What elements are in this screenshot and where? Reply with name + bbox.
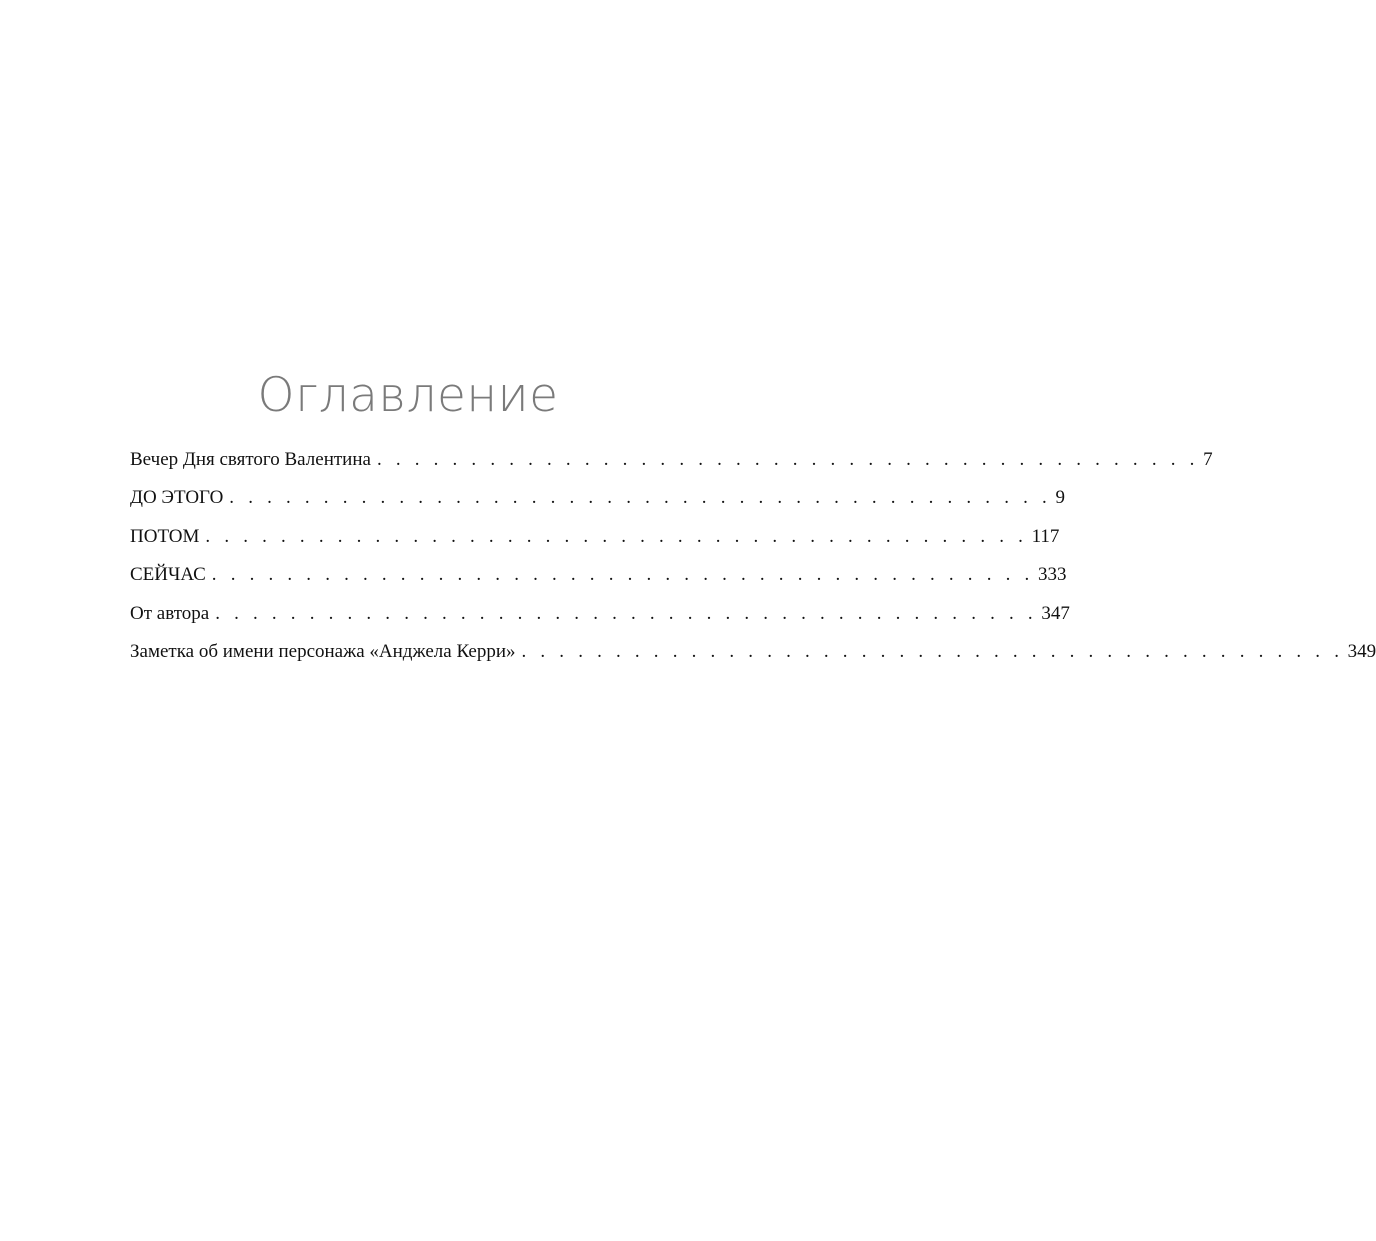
toc-entry-page: 117 [1031,525,1060,547]
dot-leader: . . . . . . . . . . . . . . . . . . . . . . . . . . . . . . . . . . . . . . . . . . . . [211,564,1034,586]
toc-entry-page: 9 [1055,487,1065,509]
toc-entry-title: ПОТОМ [130,525,200,547]
toc-entry-page: 347 [1041,602,1070,624]
dot-leader: . . . . . . . . . . . . . . . . . . . . . . . . . . . . . . . . . . . . . . . . . . . . [215,602,1038,624]
toc-entry-title: СЕЙЧАС [130,564,206,586]
toc-entry-title: Вечер Дня святого Валентина [130,449,371,470]
dot-leader: . . . . . . . . . . . . . . . . . . . . . . . . . . . . . . . . . . . . . . . . . . . . [376,449,1200,470]
toc-entry-page: 349 [1347,640,1376,662]
dot-leader: . . . . . . . . . . . . . . . . . . . . . . . . . . . . . . . . . . . . . . . . . . . . [205,525,1028,547]
toc-entry[interactable] [130,445,1213,483]
toc-entry[interactable] [130,522,1060,560]
toc-entry[interactable] [130,483,1065,521]
dot-leader: . . . . . . . . . . . . . . . . . . . . . . . . . . . . . . . . . . . . . . . . . . . . [521,640,1344,662]
table-of-contents [130,445,1376,675]
toc-entry-page: 333 [1037,564,1067,586]
page-title: Оглавление [257,368,559,423]
toc-entry[interactable] [130,637,1376,675]
toc-entry-title: От автора [130,602,210,624]
toc-entry-title: ДО ЭТОГО [130,487,224,509]
toc-entry-title: Заметка об имени персонажа «Анджела Керри» [130,640,516,662]
toc-entry[interactable] [130,560,1067,598]
toc-entry-page: 7 [1203,449,1213,470]
dot-leader: . . . . . . . . . . . . . . . . . . . . . . . . . . . . . . . . . . . . . . . . . . . . [229,487,1052,509]
toc-entry[interactable] [130,599,1070,637]
